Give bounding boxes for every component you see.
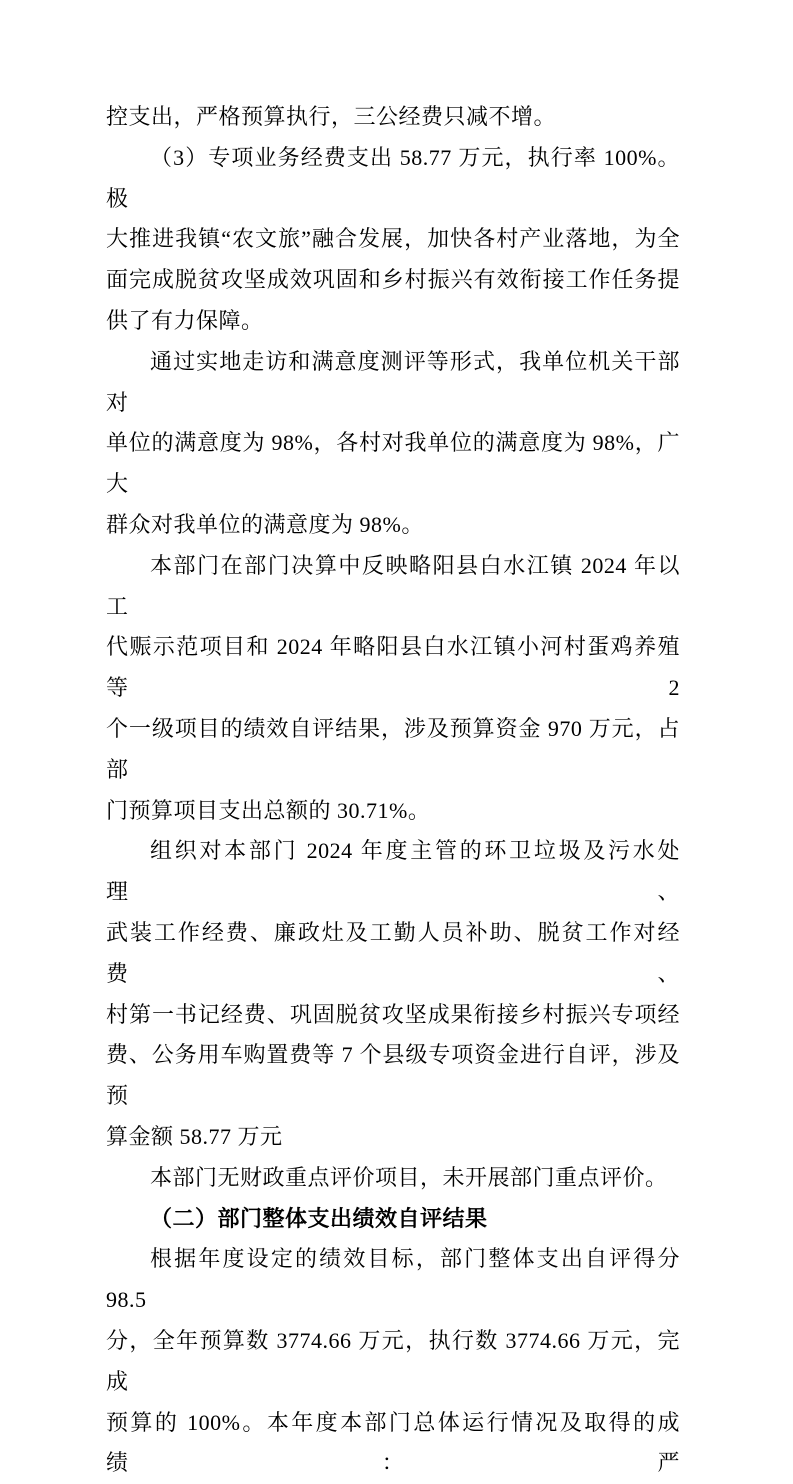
text-line: 根据年度设定的绩效目标，部门整体支出自评得分 98.5: [106, 1239, 680, 1321]
text-line: 本部门在部门决算中反映略阳县白水江镇 2024 年以工: [106, 546, 680, 628]
text-line: 本部门无财政重点评价项目，未开展部门重点评价。: [106, 1158, 680, 1199]
text-line: 预算的 100%。本年度本部门总体运行情况及取得的成绩：严: [106, 1403, 680, 1484]
document-body: [106, 97, 680, 1484]
text-line: 费、公务用车购置费等 7 个县级专项资金进行自评，涉及预: [106, 1035, 680, 1117]
text-line: 算金额 58.77 万元: [106, 1117, 680, 1158]
text-line: （3）专项业务经费支出 58.77 万元，执行率 100%。极: [106, 138, 680, 220]
text-line: 代赈示范项目和 2024 年略阳县白水江镇小河村蛋鸡养殖等 2: [106, 627, 680, 709]
text-line: 供了有力保障。: [106, 301, 680, 342]
text-line: 组织对本部门 2024 年度主管的环卫垃圾及污水处理、: [106, 831, 680, 913]
text-line: 群众对我单位的满意度为 98%。: [106, 505, 680, 546]
text-line: 村第一书记经费、巩固脱贫攻坚成果衔接乡村振兴专项经: [106, 995, 680, 1036]
text-line: 通过实地走访和满意度测评等形式，我单位机关干部对: [106, 342, 680, 424]
text-line: 面完成脱贫攻坚成效巩固和乡村振兴有效衔接工作任务提: [106, 260, 680, 301]
text-line: 个一级项目的绩效自评结果，涉及预算资金 970 万元，占部: [106, 709, 680, 791]
section-heading: （二）部门整体支出绩效自评结果: [106, 1199, 680, 1240]
text-line: 大推进我镇“农文旅”融合发展，加快各村产业落地，为全: [106, 219, 680, 260]
text-line: 门预算项目支出总额的 30.71%。: [106, 791, 680, 832]
text-line: 控支出，严格预算执行，三公经费只减不增。: [106, 97, 680, 138]
text-line: 单位的满意度为 98%，各村对我单位的满意度为 98%，广大: [106, 423, 680, 505]
text-line: 分，全年预算数 3774.66 万元，执行数 3774.66 万元，完成: [106, 1321, 680, 1403]
text-line: 武装工作经费、廉政灶及工勤人员补助、脱贫工作对经费、: [106, 913, 680, 995]
